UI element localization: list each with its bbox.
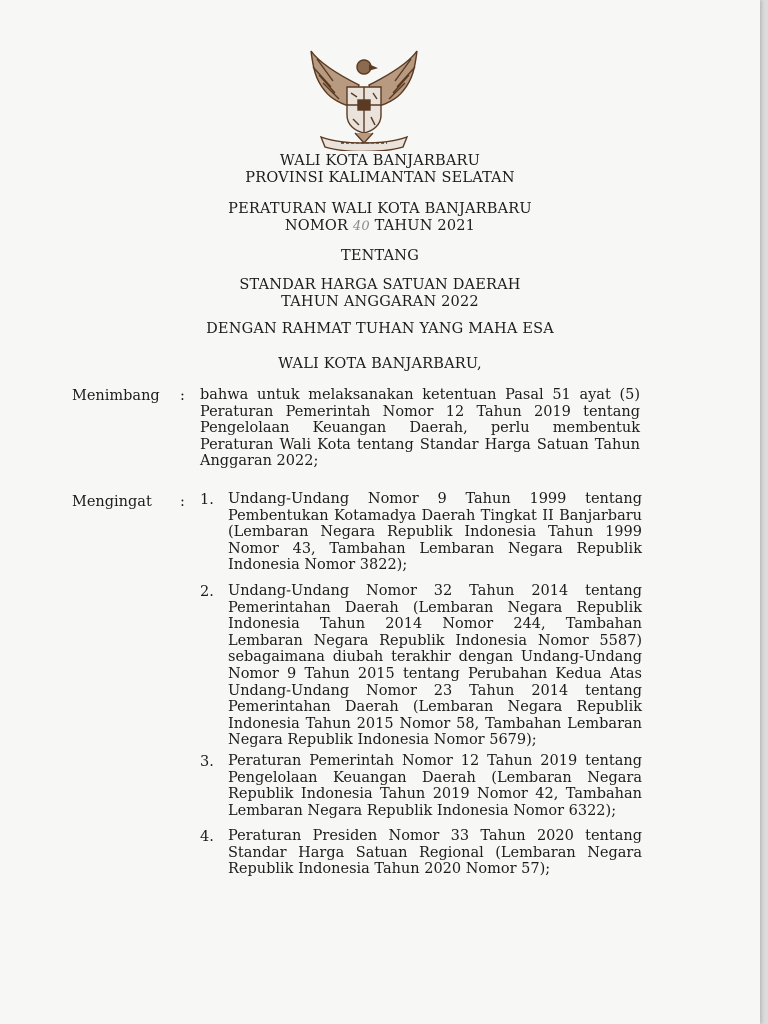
menimbang-text: bahwa untuk melaksanakan ketentuan Pasal 51 ayat (5) Peraturan Pemerintah Nomor 12 Tahun 2019 tentang Pengelolaan Keuangan Daerah, perlu membentuk Peraturan Wali Kota tentang Standar Harga Satuan Tahun Anggaran 2022; <box>200 387 640 470</box>
regulation-title <box>0 201 760 235</box>
regulation-name: PERATURAN WALI KOTA BANJARBARU <box>228 201 532 217</box>
subject-line-2: TAHUN ANGGARAN 2022 <box>281 294 479 310</box>
list-item: Peraturan Presiden Nomor 33 Tahun 2020 tentang Standar Harga Satuan Regional (Lembaran Negara Republik Indonesia Tahun 2020 Nomor 57); <box>228 828 642 878</box>
list-item-number: 2. <box>200 584 214 600</box>
list-item: Undang-Undang Nomor 9 Tahun 1999 tentang Pembentukan Kotamadya Daerah Tingkat II Banjarbaru (Lembaran Negara Republik Indonesia Tahun 1999 Nomor 43, Tambahan Lembaran Negara Republik Indonesia Nomor 3822); <box>228 491 642 574</box>
garuda-emblem-icon <box>303 45 425 151</box>
list-item-number: 3. <box>200 754 214 770</box>
list-item: Undang-Undang Nomor 32 Tahun 2014 tentang Pemerintahan Daerah (Lembaran Negara Republik Indonesia Tahun 2014 Nomor 244, Tambahan Lembaran Negara Republik Indonesia Nomor 5587) sebagaimana diubah terakhir dengan Undang-Undang Nomor 9 Tahun 2015 tentang Perubahan Kedua Atas Undang-Undang Nomor 23 Tahun 2014 tentang Pemerintahan Daerah (Lembaran Negara Republik Indonesia Tahun 2015 Nomor 58, Tambahan Lembaran Negara Republik Indonesia Nomor 5679); <box>228 583 642 749</box>
regulation-number: NOMOR 40 TAHUN 2021 <box>284 218 476 234</box>
subject-heading <box>0 277 760 311</box>
list-item: Peraturan Pemerintah Nomor 12 Tahun 2019 tentang Pengelolaan Keuangan Daerah (Lembaran Negara Republik Indonesia Tahun 2019 Nomor 42, Tambahan Lembaran Negara Republik Indonesia Nomor 6322); <box>228 753 642 819</box>
menimbang-colon: : <box>180 388 185 404</box>
mengingat-label: Mengingat <box>72 494 152 510</box>
blessing-line: DENGAN RAHMAT TUHAN YANG MAHA ESA <box>206 321 554 337</box>
handwritten-number: 40 <box>352 219 370 234</box>
subject-line-1: STANDAR HARGA SATUAN DAERAH <box>239 277 521 293</box>
menimbang-label: Menimbang <box>72 388 160 404</box>
list-item-number: 1. <box>200 492 214 508</box>
issuer-line-2: PROVINSI KALIMANTAN SELATAN <box>245 170 515 186</box>
issuer-heading <box>0 153 760 187</box>
list-item-number: 4. <box>200 829 214 845</box>
issuer-line-1: WALI KOTA BANJARBARU <box>279 153 481 169</box>
issuer-signature-line: WALI KOTA BANJARBARU, <box>278 356 482 372</box>
mengingat-colon: : <box>180 494 185 510</box>
tentang-heading: TENTANG <box>341 248 419 264</box>
